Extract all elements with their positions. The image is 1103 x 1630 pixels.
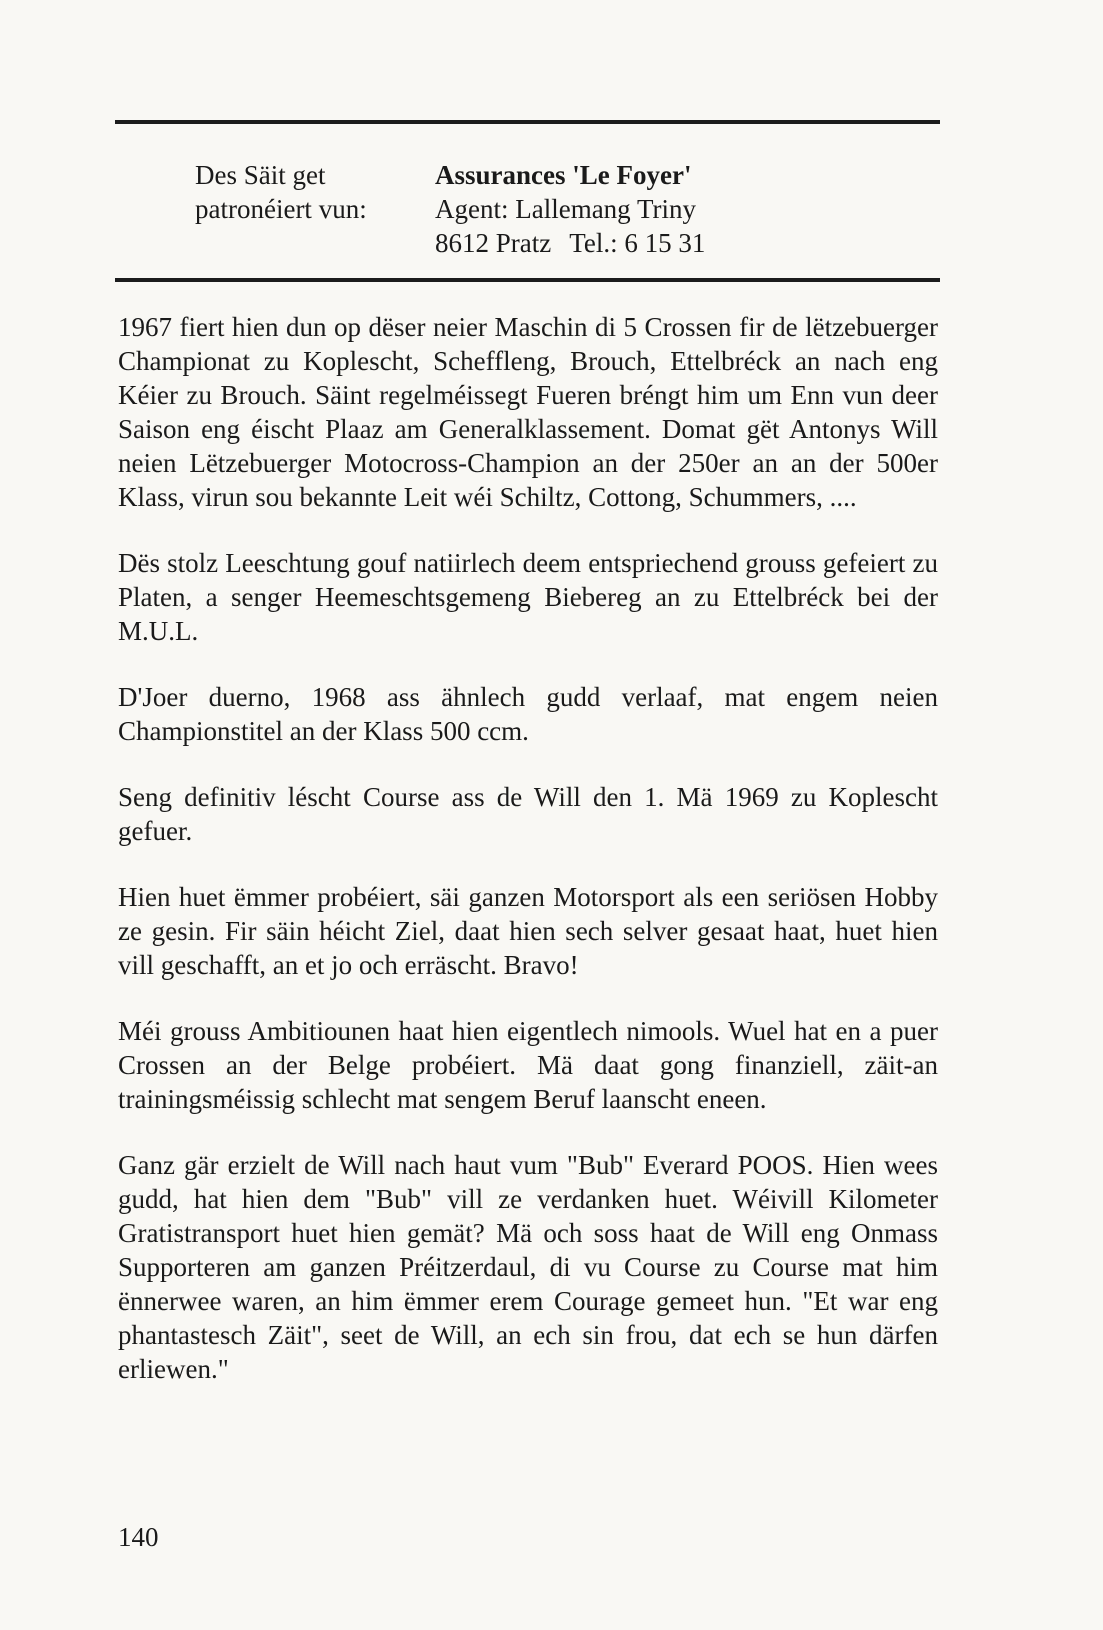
top-rule xyxy=(115,120,940,124)
sponsor-company: Assurances 'Le Foyer' xyxy=(435,160,692,190)
sponsor-agent: Agent: Lallemang Triny xyxy=(435,194,696,224)
sponsor-address: 8612 Pratz xyxy=(435,228,552,258)
paragraph: Seng definitiv léscht Course ass de Will den 1. Mä 1969 zu Koplescht gefuer. xyxy=(118,782,938,846)
sponsor-info xyxy=(435,158,705,260)
bottom-rule xyxy=(115,278,940,282)
article-body xyxy=(118,310,938,1418)
paragraph: Ganz gär erzielt de Will nach haut vum "Bub" Everard POOS. Hien wees gudd, hat hien dem "Bub" vill ze verdanken huet. Wéivill Kilometer Gratistransport huet hien gemät? Mä och soss haat de Will eng Onmass Supporteren am ganzen Préitzerdaul, di vu Course zu Course mat him ënnerwee waren, an him ëmmer erem Courage gemeet hun. "Et war eng phantastesch Zäit", seet de Will, an ech sin frou, dat ech se hun därfen erliewen." xyxy=(118,1150,938,1384)
sponsor-contact xyxy=(435,226,705,260)
paragraph: Méi grouss Ambitiounen haat hien eigentlech nimools. Wuel hat en a puer Crossen an der Belge probéiert. Mä daat gong finanziell, zäit-an trainingsméissig schlecht mat sengem Beruf laanscht eneen. xyxy=(118,1016,938,1114)
paragraph: D'Joer duerno, 1968 ass ähnlech gudd verlaaf, mat engem neien Championstitel an der Klass 500 ccm. xyxy=(118,682,938,746)
page-number: 140 xyxy=(118,1522,159,1552)
sponsor-label xyxy=(195,158,425,226)
sponsor-phone: Tel.: 6 15 31 xyxy=(569,228,706,258)
paragraph: Dës stolz Leeschtung gouf natiirlech deem entspriechend grouss gefeiert zu Platen, a senger Heemeschtsgemeng Biebereg an zu Ettelbréck bei der M.U.L. xyxy=(118,548,938,646)
sponsor-label-line2: patronéiert vun: xyxy=(195,194,367,224)
paragraph: Hien huet ëmmer probéiert, säi ganzen Motorsport als een seriösen Hobby ze gesin. Fir säin héicht Ziel, daat hien sech selver gesaat haat, huet hien vill geschafft, an et jo och erräscht. Bravo! xyxy=(118,882,938,980)
paragraph: 1967 fiert hien dun op dëser neier Maschin di 5 Crossen fir de lëtzebuerger Championat zu Koplescht, Scheffleng, Brouch, Ettelbréck an nach eng Kéier zu Brouch. Säint regelméissegt Fueren bréngt him um Enn vun deer Saison eng éischt Plaaz am Generalklassement. Domat gët Antonys Will neien Lëtzebuerger Motocross-Champion an der 250er an an der 500er Klass, virun sou bekannte Leit wéi Schiltz, Cottong, Schummers, .... xyxy=(118,312,938,512)
sponsor-label-line1: Des Säit get xyxy=(195,160,326,190)
